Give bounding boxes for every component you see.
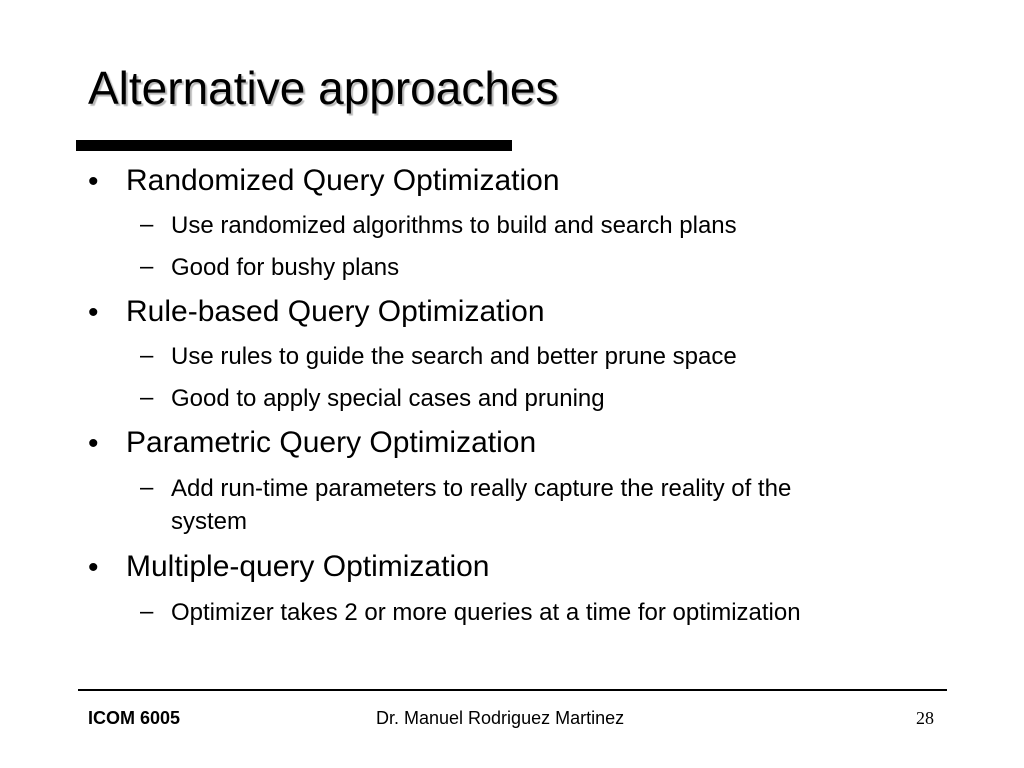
slide-title: Alternative approaches [88, 62, 559, 114]
dash-icon: – [140, 211, 154, 238]
footer-author: Dr. Manuel Rodriguez Martinez [376, 708, 625, 728]
subitem-optimizer-queries: Optimizer takes 2 or more queries at a time for optimization [171, 599, 801, 626]
bullet-icon: • [88, 165, 99, 198]
bullet-icon: • [88, 427, 99, 460]
bullet-icon: • [88, 296, 99, 329]
dash-icon: – [140, 342, 154, 369]
footer-divider [78, 689, 947, 691]
footer-page-number: 28 [916, 708, 934, 728]
footer-course: ICOM 6005 [88, 708, 181, 728]
subitem-special-cases: Good to apply special cases and pruning [171, 385, 605, 412]
subitem-bushy-plans: Good for bushy plans [171, 254, 400, 281]
subitem-runtime-parameters-cont: system [171, 508, 248, 535]
bullet-icon: • [88, 551, 99, 584]
subitem-randomized-algorithms: Use randomized algorithms to build and search plans [171, 212, 737, 239]
dash-icon: – [140, 598, 154, 625]
dash-icon: – [140, 253, 154, 280]
bullet-item-rule-based: Rule-based Query Optimization [126, 295, 545, 328]
bullet-item-parametric: Parametric Query Optimization [126, 426, 537, 459]
bullet-item-randomized: Randomized Query Optimization [126, 164, 560, 197]
dash-icon: – [140, 474, 154, 501]
subitem-runtime-parameters: Add run-time parameters to really capture the reality of the [171, 475, 792, 502]
dash-icon: – [140, 384, 154, 411]
subitem-rules-guide-search: Use rules to guide the search and better prune space [171, 343, 737, 370]
bullet-item-multiple-query: Multiple-query Optimization [126, 550, 490, 583]
